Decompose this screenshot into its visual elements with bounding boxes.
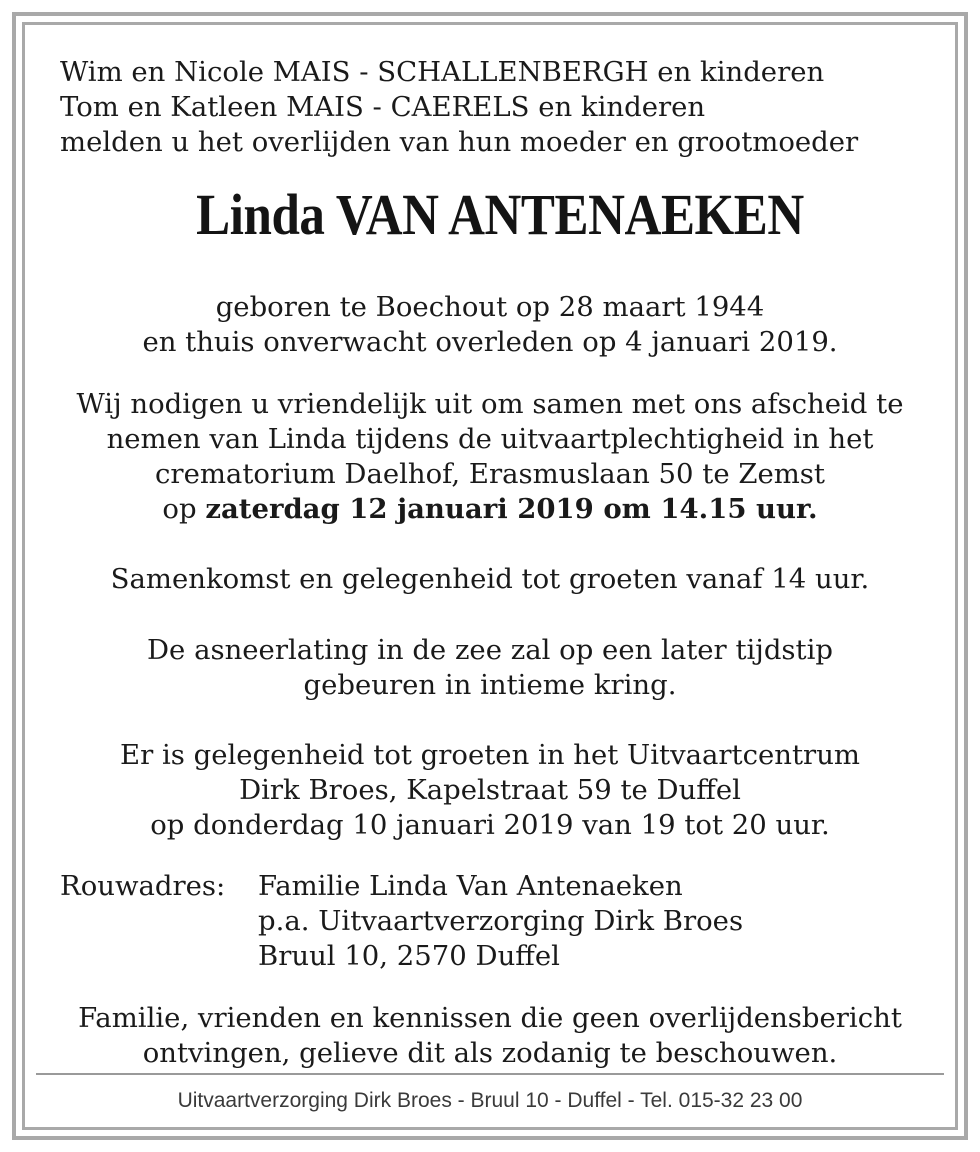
- visitation-line-2: Dirk Broes, Kapelstraat 59 te Duffel: [239, 774, 741, 806]
- rouwadres-label: Rouwadres:: [60, 870, 226, 902]
- gathering-note: [0, 562, 980, 597]
- visitation-line-1: Er is gelegenheid tot groeten in het Uitvaartcentrum: [120, 739, 860, 771]
- closing-line-1: Familie, vrienden en kennissen die geen overlijdensbericht: [78, 1002, 902, 1034]
- footer-divider: [36, 1073, 944, 1075]
- death-line: en thuis onverwacht overleden op 4 januari 2019.: [142, 326, 838, 358]
- ceremony-line-2: nemen van Linda tijdens de uitvaartplechtigheid in het: [106, 423, 874, 455]
- ceremony-datetime: [0, 492, 980, 527]
- announcing-family: [60, 55, 940, 160]
- family-line-2: Tom en Katleen MAIS - CAERELS en kinderen: [60, 91, 706, 123]
- ceremony-prefix: op: [162, 493, 206, 525]
- announcement-line: melden u het overlijden van hun moeder en grootmoeder: [60, 126, 859, 158]
- ceremony-line-3: crematorium Daelhof, Erasmuslaan 50 te Zemst: [155, 458, 825, 490]
- birth-death-dates: [0, 290, 980, 360]
- rouwadres-line-2: p.a. Uitvaartverzorging Dirk Broes: [258, 905, 744, 937]
- visitation-line-3: op donderdag 10 januari 2019 van 19 tot 20 uur.: [150, 809, 830, 841]
- ceremony-line-1: Wij nodigen u vriendelijk uit om samen met ons afscheid te: [76, 388, 904, 420]
- ceremony-invitation: [0, 387, 980, 527]
- rouwadres-line-3: Bruul 10, 2570 Duffel: [258, 940, 560, 972]
- ashes-line-2: gebeuren in intieme kring.: [303, 669, 677, 701]
- family-line-1: Wim en Nicole MAIS - SCHALLENBERGH en kinderen: [60, 56, 825, 88]
- rouwadres-line-1: Familie Linda Van Antenaeken: [258, 870, 683, 902]
- ashes-line-1: De asneerlating in de zee zal op een later tijdstip: [147, 634, 833, 666]
- ceremony-date-bold: zaterdag 12 januari 2019 om 14.15 uur.: [205, 493, 818, 525]
- gathering-line: Samenkomst en gelegenheid tot groeten vanaf 14 uur.: [110, 563, 870, 595]
- birth-line: geboren te Boechout op 28 maart 1944: [215, 291, 765, 323]
- closing-note: [0, 1001, 980, 1071]
- visitation-note: [0, 738, 980, 843]
- deceased-name: Linda VAN ANTENAEKEN: [196, 182, 804, 247]
- funeral-home-footer: Uitvaartverzorging Dirk Broes - Bruul 10 - Duffel - Tel. 015-32 23 00: [177, 1089, 803, 1112]
- rouwadres-lines: [258, 869, 743, 974]
- ashes-note: [0, 633, 980, 703]
- closing-line-2: ontvingen, gelieve dit als zodanig te beschouwen.: [142, 1037, 838, 1069]
